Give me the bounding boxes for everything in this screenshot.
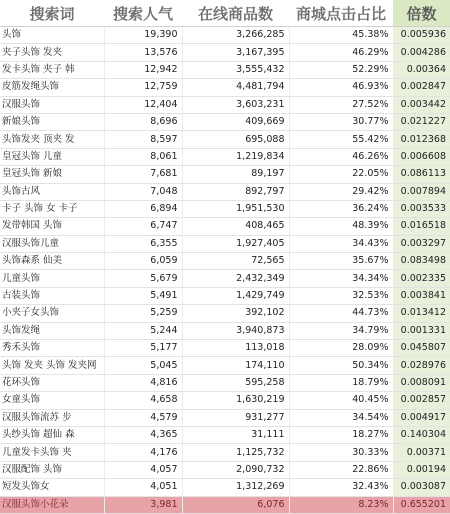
mall-click-ratio-cell[interactable]: 22.86% <box>289 461 393 478</box>
header-keyword[interactable]: 搜索词 <box>0 0 104 27</box>
multiple-cell[interactable]: 0.140304 <box>393 426 450 443</box>
online-products-cell[interactable]: 595,258 <box>182 374 289 391</box>
keyword-cell[interactable]: 小夹子女头饰 <box>0 305 104 322</box>
search-popularity-cell[interactable]: 12,759 <box>104 79 182 96</box>
multiple-cell[interactable]: 0.002857 <box>393 392 450 409</box>
search-popularity-cell[interactable]: 7,681 <box>104 166 182 183</box>
search-popularity-cell[interactable]: 13,576 <box>104 44 182 61</box>
online-products-cell[interactable]: 1,219,834 <box>182 148 289 165</box>
mall-click-ratio-cell[interactable]: 18.27% <box>289 426 393 443</box>
online-products-cell[interactable]: 3,603,231 <box>182 96 289 113</box>
mall-click-ratio-cell[interactable]: 50.34% <box>289 357 393 374</box>
table-row <box>0 148 450 165</box>
online-products-cell[interactable]: 1,125,732 <box>182 444 289 461</box>
table-row <box>0 374 450 391</box>
mall-click-ratio-cell[interactable]: 28.09% <box>289 340 393 357</box>
keyword-cell[interactable]: 卡子 头饰 女 卡子 <box>0 200 104 217</box>
mall-click-ratio-cell[interactable]: 30.33% <box>289 444 393 461</box>
multiple-cell[interactable]: 0.002335 <box>393 270 450 287</box>
online-products-cell[interactable]: 3,555,432 <box>182 61 289 78</box>
mall-click-ratio-cell[interactable]: 40.45% <box>289 392 393 409</box>
online-products-cell[interactable]: 695,088 <box>182 131 289 148</box>
keyword-cell[interactable]: 发带韩国 头饰 <box>0 218 104 235</box>
mall-click-ratio-cell[interactable]: 36.24% <box>289 200 393 217</box>
mall-click-ratio-cell[interactable]: 34.79% <box>289 322 393 339</box>
online-products-cell[interactable]: 392,102 <box>182 305 289 322</box>
search-popularity-cell[interactable]: 8,696 <box>104 113 182 130</box>
multiple-cell[interactable]: 0.003087 <box>393 479 450 496</box>
mall-click-ratio-cell[interactable]: 35.67% <box>289 253 393 270</box>
online-products-cell[interactable]: 892,797 <box>182 183 289 200</box>
keyword-cell[interactable]: 汉服头饰儿童 <box>0 235 104 252</box>
table-row <box>0 27 450 44</box>
online-products-cell[interactable]: 3,940,873 <box>182 322 289 339</box>
mall-click-ratio-cell[interactable]: 34.54% <box>289 409 393 426</box>
table-row <box>0 113 450 130</box>
mall-click-ratio-cell[interactable]: 44.73% <box>289 305 393 322</box>
mall-click-ratio-cell[interactable]: 32.43% <box>289 479 393 496</box>
table-row <box>0 166 450 183</box>
keyword-cell[interactable]: 女童头饰 <box>0 392 104 409</box>
search-popularity-cell[interactable]: 6,894 <box>104 200 182 217</box>
keyword-cell[interactable]: 头饰发绳 <box>0 322 104 339</box>
keyword-cell[interactable]: 儿童发卡头饰 夹 <box>0 444 104 461</box>
search-popularity-cell[interactable]: 4,051 <box>104 479 182 496</box>
table-row <box>0 131 450 148</box>
online-products-cell[interactable]: 1,927,405 <box>182 235 289 252</box>
search-popularity-cell[interactable]: 6,355 <box>104 235 182 252</box>
keyword-cell[interactable]: 头饰 发夹 头饰 发夹网 <box>0 357 104 374</box>
search-popularity-cell[interactable]: 4,816 <box>104 374 182 391</box>
multiple-cell[interactable]: 0.016518 <box>393 218 450 235</box>
online-products-cell[interactable]: 3,167,395 <box>182 44 289 61</box>
multiple-cell[interactable]: 0.006608 <box>393 148 450 165</box>
table-row <box>0 253 450 270</box>
online-products-cell[interactable]: 174,110 <box>182 357 289 374</box>
table-row <box>0 409 450 426</box>
keyword-cell[interactable]: 汉服配饰 头饰 <box>0 461 104 478</box>
online-products-cell[interactable]: 2,432,349 <box>182 270 289 287</box>
multiple-cell[interactable]: 0.012368 <box>393 131 450 148</box>
table-row <box>0 340 450 357</box>
table-row <box>0 96 450 113</box>
table-row <box>0 444 450 461</box>
online-products-cell[interactable]: 2,090,732 <box>182 461 289 478</box>
multiple-cell[interactable]: 0.00364 <box>393 61 450 78</box>
table-row <box>0 44 450 61</box>
table-row <box>0 322 450 339</box>
table-row <box>0 235 450 252</box>
search-popularity-cell[interactable]: 19,390 <box>104 27 182 44</box>
mall-click-ratio-cell[interactable]: 48.39% <box>289 218 393 235</box>
keyword-cell[interactable]: 古装头饰 <box>0 287 104 304</box>
online-products-cell[interactable]: 6,076 <box>182 496 289 513</box>
online-products-cell[interactable]: 113,018 <box>182 340 289 357</box>
multiple-cell[interactable]: 0.002847 <box>393 79 450 96</box>
search-popularity-cell[interactable]: 5,244 <box>104 322 182 339</box>
online-products-cell[interactable]: 408,465 <box>182 218 289 235</box>
search-popularity-cell[interactable]: 8,061 <box>104 148 182 165</box>
online-products-cell[interactable]: 4,481,794 <box>182 79 289 96</box>
table-row <box>0 218 450 235</box>
search-popularity-cell[interactable]: 4,658 <box>104 392 182 409</box>
online-products-cell[interactable]: 3,266,285 <box>182 27 289 44</box>
online-products-cell[interactable]: 31,111 <box>182 426 289 443</box>
search-popularity-cell[interactable]: 8,597 <box>104 131 182 148</box>
multiple-cell[interactable]: 0.008091 <box>393 374 450 391</box>
keyword-cell[interactable]: 皮筋发绳头饰 <box>0 79 104 96</box>
keyword-cell[interactable]: 头饰森系 仙美 <box>0 253 104 270</box>
mall-click-ratio-cell[interactable]: 22.05% <box>289 166 393 183</box>
keyword-cell[interactable]: 皇冠头饰 新娘 <box>0 166 104 183</box>
search-popularity-cell[interactable]: 3,981 <box>104 496 182 513</box>
mall-click-ratio-cell[interactable]: 34.43% <box>289 235 393 252</box>
multiple-cell[interactable]: 0.004917 <box>393 409 450 426</box>
search-popularity-cell[interactable]: 4,176 <box>104 444 182 461</box>
mall-click-ratio-cell[interactable]: 46.93% <box>289 79 393 96</box>
multiple-cell[interactable]: 0.004286 <box>393 44 450 61</box>
search-popularity-cell[interactable]: 7,048 <box>104 183 182 200</box>
multiple-cell[interactable]: 0.028976 <box>393 357 450 374</box>
table-row <box>0 305 450 322</box>
mall-click-ratio-cell[interactable]: 18.79% <box>289 374 393 391</box>
multiple-cell[interactable]: 0.00371 <box>393 444 450 461</box>
table-row <box>0 61 450 78</box>
multiple-cell[interactable]: 0.013412 <box>393 305 450 322</box>
search-popularity-cell[interactable]: 6,747 <box>104 218 182 235</box>
mall-click-ratio-cell[interactable]: 55.42% <box>289 131 393 148</box>
table-row <box>0 270 450 287</box>
mall-click-ratio-cell[interactable]: 52.29% <box>289 61 393 78</box>
table-row <box>0 183 450 200</box>
keyword-cell[interactable]: 汉服头饰流苏 步 <box>0 409 104 426</box>
keyword-cell[interactable]: 头纱头饰 超仙 森 <box>0 426 104 443</box>
multiple-cell[interactable]: 0.655201 <box>393 496 450 513</box>
keyword-cell[interactable]: 头饰古风 <box>0 183 104 200</box>
multiple-cell[interactable]: 0.00194 <box>393 461 450 478</box>
online-products-cell[interactable]: 1,630,219 <box>182 392 289 409</box>
multiple-cell[interactable]: 0.086113 <box>393 166 450 183</box>
keyword-cell[interactable]: 新娘头饰 <box>0 113 104 130</box>
multiple-cell[interactable]: 0.003841 <box>393 287 450 304</box>
table-row <box>0 426 450 443</box>
search-popularity-cell[interactable]: 4,057 <box>104 461 182 478</box>
mall-click-ratio-cell[interactable]: 32.53% <box>289 287 393 304</box>
online-products-cell[interactable]: 1,312,269 <box>182 479 289 496</box>
mall-click-ratio-cell[interactable]: 30.77% <box>289 113 393 130</box>
multiple-cell[interactable]: 0.005936 <box>393 27 450 44</box>
table-row <box>0 479 450 496</box>
multiple-cell[interactable]: 0.003533 <box>393 200 450 217</box>
multiple-cell[interactable]: 0.021227 <box>393 113 450 130</box>
multiple-cell[interactable]: 0.045807 <box>393 340 450 357</box>
table-row <box>0 392 450 409</box>
table-row <box>0 79 450 96</box>
keyword-cell[interactable]: 汉服头饰小花朵 <box>0 496 104 513</box>
keyword-cell[interactable]: 发卡头饰 夹子 韩 <box>0 61 104 78</box>
table-row <box>0 287 450 304</box>
multiple-cell[interactable]: 0.003442 <box>393 96 450 113</box>
online-products-cell[interactable]: 89,197 <box>182 166 289 183</box>
header-online-products[interactable]: 在线商品数 <box>182 0 289 27</box>
keyword-cell[interactable]: 头饰 <box>0 27 104 44</box>
search-popularity-cell[interactable]: 5,045 <box>104 357 182 374</box>
multiple-cell[interactable]: 0.003297 <box>393 235 450 252</box>
header-mall-click-ratio[interactable]: 商城点击占比 <box>289 0 393 27</box>
search-popularity-cell[interactable]: 5,177 <box>104 340 182 357</box>
table-row <box>0 357 450 374</box>
search-popularity-cell[interactable]: 4,365 <box>104 426 182 443</box>
table-row <box>0 461 450 478</box>
online-products-cell[interactable]: 409,669 <box>182 113 289 130</box>
header-row <box>0 0 450 27</box>
keyword-cell[interactable]: 皇冠头饰 儿童 <box>0 148 104 165</box>
header-search-popularity[interactable]: 搜索人气 <box>104 0 182 27</box>
keyword-cell[interactable]: 秀禾头饰 <box>0 340 104 357</box>
search-popularity-cell[interactable]: 12,404 <box>104 96 182 113</box>
table-body <box>0 27 450 514</box>
keyword-cell[interactable]: 花环头饰 <box>0 374 104 391</box>
mall-click-ratio-cell[interactable]: 45.38% <box>289 27 393 44</box>
search-popularity-cell[interactable]: 4,579 <box>104 409 182 426</box>
search-popularity-cell[interactable]: 5,679 <box>104 270 182 287</box>
online-products-cell[interactable]: 1,429,749 <box>182 287 289 304</box>
search-popularity-cell[interactable]: 5,259 <box>104 305 182 322</box>
mall-click-ratio-cell[interactable]: 46.26% <box>289 148 393 165</box>
mall-click-ratio-cell[interactable]: 8.23% <box>289 496 393 513</box>
mall-click-ratio-cell[interactable]: 34.34% <box>289 270 393 287</box>
keyword-cell[interactable]: 汉服头饰 <box>0 96 104 113</box>
header-multiple[interactable]: 倍数 <box>393 0 450 27</box>
search-popularity-cell[interactable]: 6,059 <box>104 253 182 270</box>
online-products-cell[interactable]: 1,951,530 <box>182 200 289 217</box>
table-row <box>0 200 450 217</box>
online-products-cell[interactable]: 931,277 <box>182 409 289 426</box>
table-row <box>0 496 450 513</box>
mall-click-ratio-cell[interactable]: 46.29% <box>289 44 393 61</box>
multiple-cell[interactable]: 0.001331 <box>393 322 450 339</box>
search-popularity-cell[interactable]: 12,942 <box>104 61 182 78</box>
keyword-cell[interactable]: 夹子头饰 发夹 <box>0 44 104 61</box>
mall-click-ratio-cell[interactable]: 27.52% <box>289 96 393 113</box>
online-products-cell[interactable]: 72,565 <box>182 253 289 270</box>
multiple-cell[interactable]: 0.083498 <box>393 253 450 270</box>
mall-click-ratio-cell[interactable]: 29.42% <box>289 183 393 200</box>
search-popularity-cell[interactable]: 5,491 <box>104 287 182 304</box>
keyword-cell[interactable]: 短发头饰女 <box>0 479 104 496</box>
keyword-cell[interactable]: 头饰发夹 顶夹 发 <box>0 131 104 148</box>
multiple-cell[interactable]: 0.007894 <box>393 183 450 200</box>
keyword-cell[interactable]: 儿童头饰 <box>0 270 104 287</box>
